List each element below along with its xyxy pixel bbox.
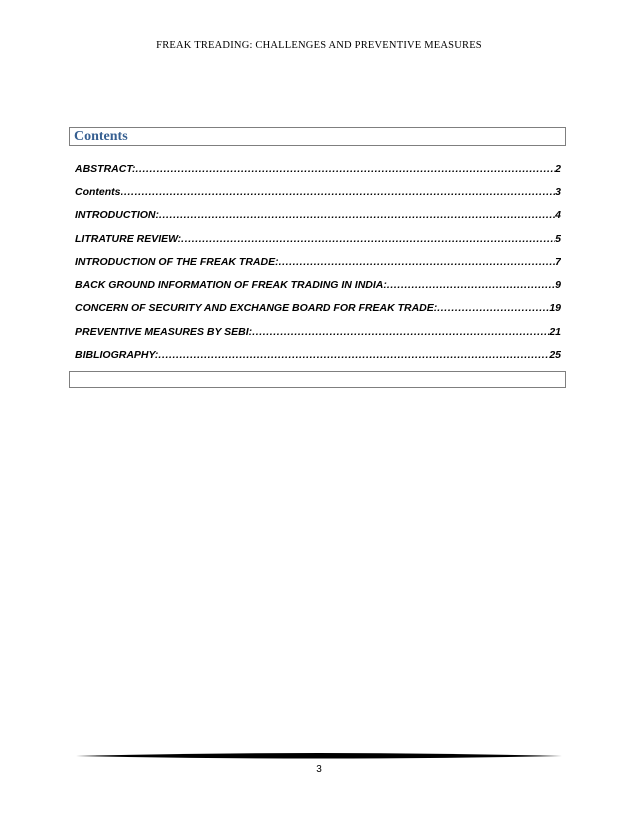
toc-entry-label: BIBLIOGRAPHY: — [75, 349, 159, 362]
table-of-contents — [75, 157, 561, 367]
toc-entry-contents[interactable] — [75, 180, 561, 203]
dot-leader — [181, 233, 555, 245]
dot-leader — [159, 209, 555, 221]
toc-entry-page: 4 — [555, 209, 561, 222]
toc-heading: Contents — [74, 129, 128, 144]
dot-leader — [252, 326, 549, 338]
toc-entry-page: 19 — [549, 302, 561, 315]
toc-bottom-box — [69, 371, 566, 388]
toc-entry-sebi-concern[interactable] — [75, 297, 561, 320]
toc-entry-page: 21 — [549, 325, 561, 338]
dot-leader — [135, 163, 555, 175]
toc-entry-background[interactable] — [75, 273, 561, 296]
toc-entry-page: 5 — [555, 232, 561, 245]
dot-leader — [158, 349, 549, 361]
toc-entry-abstract[interactable] — [75, 157, 561, 180]
toc-entry-label: INTRODUCTION: — [75, 209, 159, 222]
toc-entry-page: 7 — [555, 255, 561, 268]
dot-leader — [437, 302, 549, 314]
toc-entry-preventive-measures[interactable] — [75, 320, 561, 343]
dot-leader — [387, 279, 555, 291]
toc-entry-page: 25 — [549, 349, 561, 362]
toc-heading-box — [69, 127, 566, 146]
toc-entry-label: Contents — [75, 185, 121, 198]
toc-entry-label: INTRODUCTION OF THE FREAK TRADE: — [75, 255, 279, 268]
toc-entry-page: 2 — [555, 162, 561, 175]
toc-entry-label: BACK GROUND INFORMATION OF FREAK TRADING IN INDIA: — [75, 279, 387, 292]
page-number: 3 — [316, 764, 322, 775]
toc-entry-label: LITRATURE REVIEW: — [75, 232, 182, 245]
toc-entry-page: 3 — [555, 185, 561, 198]
toc-entry-label: CONCERN OF SECURITY AND EXCHANGE BOARD FOR FREAK TRADE: — [75, 302, 438, 315]
running-header: FREAK TREADING: CHALLENGES AND PREVENTIVE MEASURES — [156, 40, 482, 51]
toc-entry-label: PREVENTIVE MEASURES BY SEBI: — [75, 325, 253, 338]
toc-entry-introduction[interactable] — [75, 204, 561, 227]
footer-rule — [76, 751, 562, 761]
dot-leader — [121, 186, 556, 198]
toc-entry-freak-trade-intro[interactable] — [75, 250, 561, 273]
toc-entry-bibliography[interactable] — [75, 343, 561, 366]
toc-entry-label: ABSTRACT: — [75, 162, 136, 175]
dot-leader — [279, 256, 556, 268]
toc-entry-page: 9 — [555, 279, 561, 292]
toc-entry-literature-review[interactable] — [75, 227, 561, 250]
